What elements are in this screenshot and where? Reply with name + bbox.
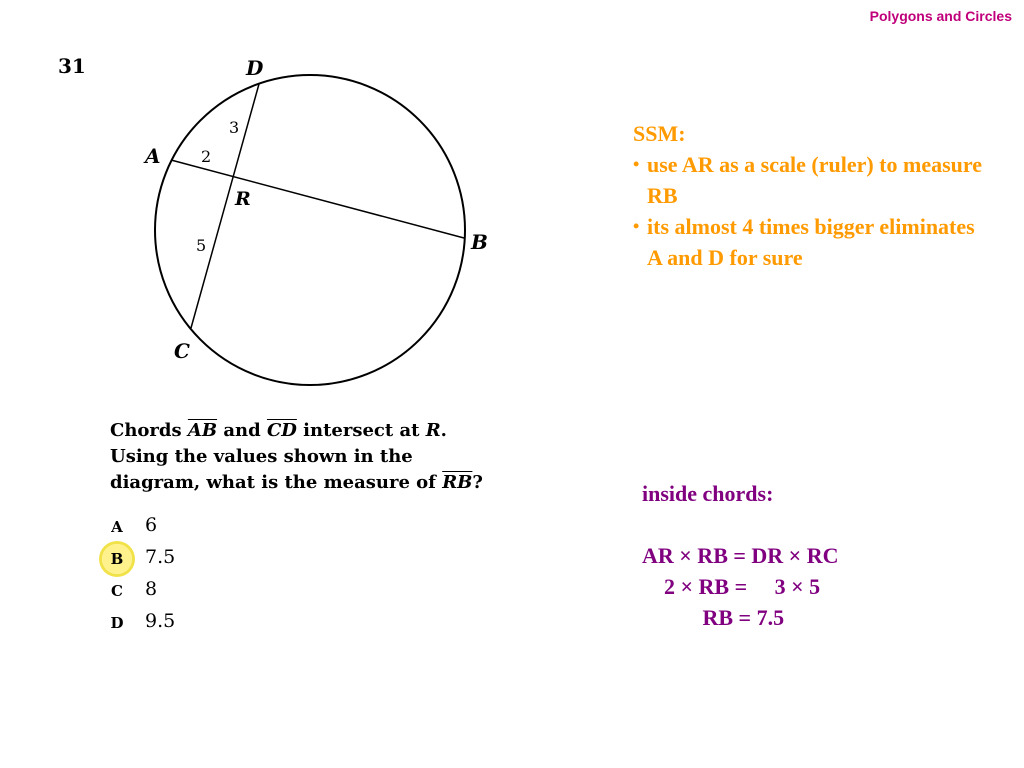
point-label-c: C [174, 339, 190, 363]
inside-chords-title: inside chords: [642, 481, 774, 506]
ssm-bullet-list [633, 149, 993, 273]
point-label-r: R [235, 188, 251, 210]
point-r: R [425, 420, 441, 441]
question-text-part: Using the values shown in the [110, 446, 413, 467]
choice-value: 9.5 [145, 610, 176, 632]
ssm-bullet: • use AR as a scale (ruler) to measure RB [633, 149, 993, 211]
choice-letter: D [110, 614, 124, 632]
question-text-part: Chords [110, 420, 188, 441]
choice-letter: A [111, 518, 123, 536]
question-number: 31 [58, 54, 86, 78]
choice-value: 8 [145, 578, 158, 600]
segment-label-rc: 5 [196, 236, 207, 255]
inside-chords-notes [642, 478, 1002, 633]
ssm-notes [633, 118, 993, 273]
segment-label-dr: 3 [229, 118, 240, 137]
point-label-b: B [471, 230, 488, 254]
equation-line: 2 × RB = 3 × 5 [642, 574, 821, 599]
choice-value: 7.5 [145, 546, 176, 568]
blank-line [642, 509, 1002, 540]
ssm-bullet: • its almost 4 times bigger eliminates A and D for sure [633, 211, 993, 273]
choice-letter: C [111, 582, 123, 600]
choice-letter: B [105, 550, 129, 568]
segment-label-ar: 2 [201, 147, 212, 166]
question-text-part: diagram, what is the measure of [110, 472, 443, 493]
point-label-d: D [246, 56, 264, 80]
question-text-part: ? [472, 472, 483, 493]
equation-line: AR × RB = DR × RC [642, 543, 839, 568]
circle [155, 75, 465, 385]
question-text-part: and [217, 420, 267, 441]
choice-value: 6 [145, 514, 158, 536]
question-text [110, 418, 570, 496]
segment-ab: $\overline{AB}$ [187, 420, 218, 441]
question-text-part: intersect at [296, 420, 426, 441]
point-label-a: A [145, 144, 161, 168]
segment-rb: $\overline{RB}$ [442, 472, 473, 493]
equation-line: RB = 7.5 [642, 605, 785, 630]
ssm-title: SSM: [633, 121, 686, 146]
chord-ab [171, 160, 464, 238]
segment-cd: $\overline{CD}$ [266, 420, 297, 441]
question-text-part: . [440, 420, 447, 441]
slide-title: Polygons and Circles [869, 8, 1012, 24]
